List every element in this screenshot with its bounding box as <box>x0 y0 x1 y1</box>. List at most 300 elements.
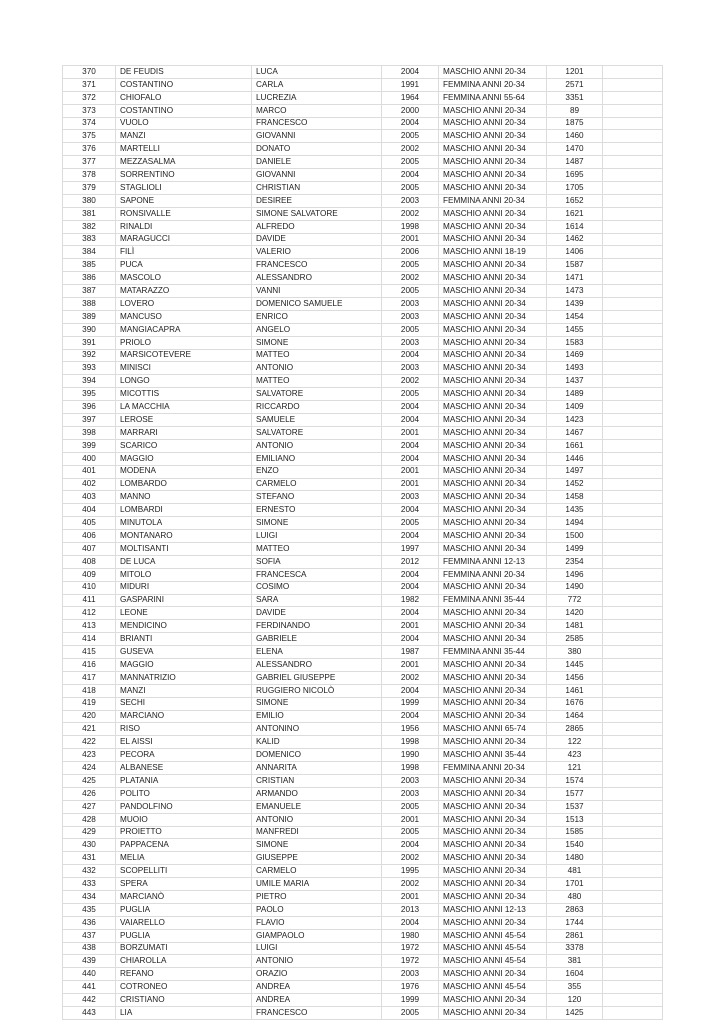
first-name-cell: FLAVIO <box>252 916 382 929</box>
birth-year-cell: 2002 <box>382 272 439 285</box>
category-cell: MASCHIO ANNI 45-54 <box>439 981 547 994</box>
first-name-cell: ELENA <box>252 646 382 659</box>
category-cell: MASCHIO ANNI 20-34 <box>439 607 547 620</box>
table-row <box>63 891 663 904</box>
category-cell: MASCHIO ANNI 20-34 <box>439 530 547 543</box>
last-name-cell: LEONE <box>116 607 252 620</box>
category-cell: MASCHIO ANNI 20-34 <box>439 620 547 633</box>
time-value-cell: 1604 <box>547 968 603 981</box>
empty-cell <box>603 156 663 169</box>
time-value-cell: 380 <box>547 646 603 659</box>
table-row <box>63 671 663 684</box>
first-name-cell: LUIGI <box>252 942 382 955</box>
last-name-cell: VUOLO <box>116 117 252 130</box>
last-name-cell: BORZUMATI <box>116 942 252 955</box>
position-number-cell: 417 <box>63 671 116 684</box>
last-name-cell: ALBANESE <box>116 762 252 775</box>
empty-cell <box>603 555 663 568</box>
last-name-cell: MANZI <box>116 130 252 143</box>
birth-year-cell: 2005 <box>382 285 439 298</box>
empty-cell <box>603 259 663 272</box>
table-row <box>63 517 663 530</box>
birth-year-cell: 2004 <box>382 439 439 452</box>
empty-cell <box>603 813 663 826</box>
time-value-cell: 1497 <box>547 465 603 478</box>
category-cell: MASCHIO ANNI 20-34 <box>439 388 547 401</box>
time-value-cell: 1493 <box>547 362 603 375</box>
empty-cell <box>603 169 663 182</box>
last-name-cell: LOMBARDI <box>116 504 252 517</box>
last-name-cell: REFANO <box>116 968 252 981</box>
category-cell: MASCHIO ANNI 20-34 <box>439 813 547 826</box>
birth-year-cell: 2005 <box>382 388 439 401</box>
category-cell: MASCHIO ANNI 20-34 <box>439 697 547 710</box>
empty-cell <box>603 207 663 220</box>
category-cell: MASCHIO ANNI 20-34 <box>439 465 547 478</box>
empty-cell <box>603 323 663 336</box>
last-name-cell: DE LUCA <box>116 555 252 568</box>
table-row <box>63 594 663 607</box>
first-name-cell: GIAMPAOLO <box>252 929 382 942</box>
last-name-cell: MICOTTIS <box>116 388 252 401</box>
position-number-cell: 379 <box>63 182 116 195</box>
last-name-cell: COSTANTINO <box>116 78 252 91</box>
first-name-cell: CRISTIAN <box>252 774 382 787</box>
birth-year-cell: 2003 <box>382 968 439 981</box>
category-cell: MASCHIO ANNI 20-34 <box>439 259 547 272</box>
time-value-cell: 1585 <box>547 826 603 839</box>
table-row <box>63 194 663 207</box>
birth-year-cell: 2002 <box>382 207 439 220</box>
empty-cell <box>603 568 663 581</box>
last-name-cell: MENDICINO <box>116 620 252 633</box>
time-value-cell: 1423 <box>547 414 603 427</box>
empty-cell <box>603 968 663 981</box>
category-cell: MASCHIO ANNI 20-34 <box>439 285 547 298</box>
category-cell: MASCHIO ANNI 20-34 <box>439 66 547 79</box>
time-value-cell: 1446 <box>547 452 603 465</box>
table-row <box>63 104 663 117</box>
empty-cell <box>603 233 663 246</box>
first-name-cell: SOFIA <box>252 555 382 568</box>
table-row <box>63 259 663 272</box>
category-cell: FEMMINA ANNI 20-34 <box>439 762 547 775</box>
table-row <box>63 246 663 259</box>
time-value-cell: 1577 <box>547 787 603 800</box>
first-name-cell: VANNI <box>252 285 382 298</box>
category-cell: MASCHIO ANNI 20-34 <box>439 349 547 362</box>
empty-cell <box>603 581 663 594</box>
first-name-cell: SIMONE SALVATORE <box>252 207 382 220</box>
last-name-cell: PUGLIA <box>116 903 252 916</box>
first-name-cell: PIETRO <box>252 891 382 904</box>
category-cell: MASCHIO ANNI 20-34 <box>439 839 547 852</box>
position-number-cell: 380 <box>63 194 116 207</box>
first-name-cell: GIOVANNI <box>252 169 382 182</box>
time-value-cell: 1469 <box>547 349 603 362</box>
position-number-cell: 400 <box>63 452 116 465</box>
time-value-cell: 1467 <box>547 426 603 439</box>
birth-year-cell: 2002 <box>382 143 439 156</box>
empty-cell <box>603 78 663 91</box>
first-name-cell: ANGELO <box>252 323 382 336</box>
empty-cell <box>603 736 663 749</box>
last-name-cell: GASPARINI <box>116 594 252 607</box>
last-name-cell: PECORA <box>116 749 252 762</box>
empty-cell <box>603 478 663 491</box>
category-cell: MASCHIO ANNI 20-34 <box>439 117 547 130</box>
category-cell: MASCHIO ANNI 20-34 <box>439 684 547 697</box>
last-name-cell: GUSEVA <box>116 646 252 659</box>
category-cell: MASCHIO ANNI 45-54 <box>439 942 547 955</box>
first-name-cell: LUCA <box>252 66 382 79</box>
empty-cell <box>603 285 663 298</box>
first-name-cell: ARMANDO <box>252 787 382 800</box>
first-name-cell: DOMENICO SAMUELE <box>252 298 382 311</box>
empty-cell <box>603 426 663 439</box>
category-cell: MASCHIO ANNI 20-34 <box>439 362 547 375</box>
position-number-cell: 373 <box>63 104 116 117</box>
time-value-cell: 1481 <box>547 620 603 633</box>
first-name-cell: EMANUELE <box>252 800 382 813</box>
first-name-cell: LUIGI <box>252 530 382 543</box>
last-name-cell: SAPONE <box>116 194 252 207</box>
last-name-cell: PLATANIA <box>116 774 252 787</box>
time-value-cell: 1494 <box>547 517 603 530</box>
birth-year-cell: 2004 <box>382 504 439 517</box>
last-name-cell: FILÌ <box>116 246 252 259</box>
birth-year-cell: 2004 <box>382 169 439 182</box>
last-name-cell: SECHI <box>116 697 252 710</box>
last-name-cell: MARAGUCCI <box>116 233 252 246</box>
category-cell: MASCHIO ANNI 20-34 <box>439 517 547 530</box>
table-row <box>63 169 663 182</box>
birth-year-cell: 2004 <box>382 916 439 929</box>
birth-year-cell: 2012 <box>382 555 439 568</box>
table-row <box>63 207 663 220</box>
first-name-cell: COSIMO <box>252 581 382 594</box>
empty-cell <box>603 194 663 207</box>
first-name-cell: MATTEO <box>252 349 382 362</box>
table-row <box>63 233 663 246</box>
table-row <box>63 581 663 594</box>
empty-cell <box>603 839 663 852</box>
table-row <box>63 749 663 762</box>
birth-year-cell: 2003 <box>382 491 439 504</box>
last-name-cell: VAIARELLO <box>116 916 252 929</box>
table-row <box>63 800 663 813</box>
category-cell: MASCHIO ANNI 20-34 <box>439 478 547 491</box>
position-number-cell: 406 <box>63 530 116 543</box>
table-row <box>63 903 663 916</box>
birth-year-cell: 2006 <box>382 246 439 259</box>
time-value-cell: 121 <box>547 762 603 775</box>
empty-cell <box>603 130 663 143</box>
position-number-cell: 419 <box>63 697 116 710</box>
birth-year-cell: 1999 <box>382 994 439 1007</box>
table-row <box>63 568 663 581</box>
category-cell: MASCHIO ANNI 20-34 <box>439 182 547 195</box>
birth-year-cell: 2004 <box>382 568 439 581</box>
birth-year-cell: 2004 <box>382 414 439 427</box>
time-value-cell: 1471 <box>547 272 603 285</box>
time-value-cell: 1425 <box>547 1007 603 1020</box>
empty-cell <box>603 117 663 130</box>
position-number-cell: 437 <box>63 929 116 942</box>
position-number-cell: 402 <box>63 478 116 491</box>
time-value-cell: 2865 <box>547 723 603 736</box>
birth-year-cell: 2004 <box>382 607 439 620</box>
first-name-cell: ANDREA <box>252 994 382 1007</box>
last-name-cell: LEROSE <box>116 414 252 427</box>
time-value-cell: 1540 <box>547 839 603 852</box>
last-name-cell: STAGLIOLI <box>116 182 252 195</box>
first-name-cell: ANDREA <box>252 981 382 994</box>
position-number-cell: 413 <box>63 620 116 633</box>
last-name-cell: MATARAZZO <box>116 285 252 298</box>
table-row <box>63 272 663 285</box>
birth-year-cell: 1972 <box>382 942 439 955</box>
time-value-cell: 2863 <box>547 903 603 916</box>
last-name-cell: CHIOFALO <box>116 91 252 104</box>
first-name-cell: MARCO <box>252 104 382 117</box>
position-number-cell: 422 <box>63 736 116 749</box>
first-name-cell: ALFREDO <box>252 220 382 233</box>
time-value-cell: 1513 <box>547 813 603 826</box>
table-row <box>63 504 663 517</box>
birth-year-cell: 2004 <box>382 684 439 697</box>
time-value-cell: 1490 <box>547 581 603 594</box>
time-value-cell: 1744 <box>547 916 603 929</box>
time-value-cell: 1452 <box>547 478 603 491</box>
empty-cell <box>603 800 663 813</box>
position-number-cell: 426 <box>63 787 116 800</box>
first-name-cell: FERDINANDO <box>252 620 382 633</box>
empty-cell <box>603 723 663 736</box>
category-cell: MASCHIO ANNI 20-34 <box>439 878 547 891</box>
table-row <box>63 929 663 942</box>
category-cell: FEMMINA ANNI 35-44 <box>439 594 547 607</box>
position-number-cell: 421 <box>63 723 116 736</box>
first-name-cell: CHRISTIAN <box>252 182 382 195</box>
last-name-cell: COTRONEO <box>116 981 252 994</box>
category-cell: MASCHIO ANNI 20-34 <box>439 439 547 452</box>
last-name-cell: MINUTOLA <box>116 517 252 530</box>
category-cell: MASCHIO ANNI 20-34 <box>439 1007 547 1020</box>
last-name-cell: DE FEUDIS <box>116 66 252 79</box>
last-name-cell: MANZI <box>116 684 252 697</box>
empty-cell <box>603 517 663 530</box>
first-name-cell: EMILIANO <box>252 452 382 465</box>
first-name-cell: CARMELO <box>252 478 382 491</box>
position-number-cell: 377 <box>63 156 116 169</box>
table-row <box>63 916 663 929</box>
table-row <box>63 942 663 955</box>
empty-cell <box>603 272 663 285</box>
first-name-cell: SALVATORE <box>252 426 382 439</box>
category-cell: MASCHIO ANNI 20-34 <box>439 968 547 981</box>
empty-cell <box>603 955 663 968</box>
category-cell: MASCHIO ANNI 20-34 <box>439 581 547 594</box>
empty-cell <box>603 684 663 697</box>
birth-year-cell: 1999 <box>382 697 439 710</box>
position-number-cell: 423 <box>63 749 116 762</box>
table-row <box>63 1007 663 1020</box>
table-row <box>63 620 663 633</box>
time-value-cell: 1437 <box>547 375 603 388</box>
table-row <box>63 813 663 826</box>
table-row <box>63 955 663 968</box>
time-value-cell: 1454 <box>547 310 603 323</box>
table-row <box>63 736 663 749</box>
time-value-cell: 1652 <box>547 194 603 207</box>
birth-year-cell: 2004 <box>382 452 439 465</box>
table-row <box>63 774 663 787</box>
category-cell: MASCHIO ANNI 20-34 <box>439 272 547 285</box>
first-name-cell: MATTEO <box>252 375 382 388</box>
position-number-cell: 431 <box>63 852 116 865</box>
birth-year-cell: 1998 <box>382 762 439 775</box>
last-name-cell: LOVERO <box>116 298 252 311</box>
category-cell: MASCHIO ANNI 20-34 <box>439 504 547 517</box>
category-cell: MASCHIO ANNI 20-34 <box>439 826 547 839</box>
first-name-cell: UMILE MARIA <box>252 878 382 891</box>
last-name-cell: MASCOLO <box>116 272 252 285</box>
table-row <box>63 375 663 388</box>
table-row <box>63 555 663 568</box>
position-number-cell: 392 <box>63 349 116 362</box>
birth-year-cell: 2004 <box>382 349 439 362</box>
table-row <box>63 78 663 91</box>
empty-cell <box>603 749 663 762</box>
first-name-cell: DONATO <box>252 143 382 156</box>
first-name-cell: ERNESTO <box>252 504 382 517</box>
first-name-cell: MANFREDI <box>252 826 382 839</box>
position-number-cell: 405 <box>63 517 116 530</box>
last-name-cell: MODENA <box>116 465 252 478</box>
category-cell: MASCHIO ANNI 20-34 <box>439 800 547 813</box>
empty-cell <box>603 66 663 79</box>
birth-year-cell: 2004 <box>382 66 439 79</box>
first-name-cell: RICCARDO <box>252 401 382 414</box>
first-name-cell: KALID <box>252 736 382 749</box>
position-number-cell: 391 <box>63 336 116 349</box>
last-name-cell: EL AISSI <box>116 736 252 749</box>
last-name-cell: MOLTISANTI <box>116 542 252 555</box>
first-name-cell: STEFANO <box>252 491 382 504</box>
birth-year-cell: 1997 <box>382 542 439 555</box>
category-cell: MASCHIO ANNI 20-34 <box>439 143 547 156</box>
birth-year-cell: 2005 <box>382 259 439 272</box>
empty-cell <box>603 697 663 710</box>
position-number-cell: 378 <box>63 169 116 182</box>
first-name-cell: GABRIEL GIUSEPPE <box>252 671 382 684</box>
category-cell: MASCHIO ANNI 20-34 <box>439 401 547 414</box>
last-name-cell: PAPPACENA <box>116 839 252 852</box>
empty-cell <box>603 594 663 607</box>
time-value-cell: 1500 <box>547 530 603 543</box>
time-value-cell: 381 <box>547 955 603 968</box>
position-number-cell: 394 <box>63 375 116 388</box>
category-cell: MASCHIO ANNI 35-44 <box>439 749 547 762</box>
time-value-cell: 1487 <box>547 156 603 169</box>
category-cell: MASCHIO ANNI 20-34 <box>439 542 547 555</box>
category-cell: FEMMINA ANNI 20-34 <box>439 78 547 91</box>
last-name-cell: PRIOLO <box>116 336 252 349</box>
category-cell: MASCHIO ANNI 20-34 <box>439 220 547 233</box>
time-value-cell: 2571 <box>547 78 603 91</box>
table-row <box>63 143 663 156</box>
first-name-cell: DAVIDE <box>252 233 382 246</box>
position-number-cell: 425 <box>63 774 116 787</box>
birth-year-cell: 2005 <box>382 156 439 169</box>
table-row <box>63 994 663 1007</box>
first-name-cell: CARMELO <box>252 865 382 878</box>
table-row <box>63 323 663 336</box>
category-cell: MASCHIO ANNI 20-34 <box>439 426 547 439</box>
position-number-cell: 427 <box>63 800 116 813</box>
empty-cell <box>603 646 663 659</box>
last-name-cell: MARSICOTEVERE <box>116 349 252 362</box>
birth-year-cell: 1998 <box>382 736 439 749</box>
position-number-cell: 374 <box>63 117 116 130</box>
birth-year-cell: 2005 <box>382 1007 439 1020</box>
time-value-cell: 1464 <box>547 710 603 723</box>
time-value-cell: 1420 <box>547 607 603 620</box>
position-number-cell: 375 <box>63 130 116 143</box>
last-name-cell: PUGLIA <box>116 929 252 942</box>
first-name-cell: SAMUELE <box>252 414 382 427</box>
last-name-cell: BRIANTI <box>116 633 252 646</box>
last-name-cell: LIA <box>116 1007 252 1020</box>
table-row <box>63 66 663 79</box>
first-name-cell: ANTONIO <box>252 439 382 452</box>
last-name-cell: MINISCI <box>116 362 252 375</box>
empty-cell <box>603 143 663 156</box>
table-row <box>63 298 663 311</box>
time-value-cell: 355 <box>547 981 603 994</box>
empty-cell <box>603 298 663 311</box>
time-value-cell: 1587 <box>547 259 603 272</box>
category-cell: MASCHIO ANNI 20-34 <box>439 852 547 865</box>
position-number-cell: 398 <box>63 426 116 439</box>
birth-year-cell: 2003 <box>382 310 439 323</box>
position-number-cell: 424 <box>63 762 116 775</box>
empty-cell <box>603 439 663 452</box>
time-value-cell: 1875 <box>547 117 603 130</box>
last-name-cell: PUCA <box>116 259 252 272</box>
table-row <box>63 465 663 478</box>
table-row <box>63 414 663 427</box>
time-value-cell: 1499 <box>547 542 603 555</box>
time-value-cell: 1462 <box>547 233 603 246</box>
time-value-cell: 772 <box>547 594 603 607</box>
table-row <box>63 968 663 981</box>
category-cell: MASCHIO ANNI 45-54 <box>439 955 547 968</box>
empty-cell <box>603 491 663 504</box>
first-name-cell: SALVATORE <box>252 388 382 401</box>
time-value-cell: 122 <box>547 736 603 749</box>
empty-cell <box>603 504 663 517</box>
birth-year-cell: 1998 <box>382 220 439 233</box>
first-name-cell: EMILIO <box>252 710 382 723</box>
first-name-cell: MATTEO <box>252 542 382 555</box>
birth-year-cell: 2003 <box>382 362 439 375</box>
first-name-cell: CARLA <box>252 78 382 91</box>
last-name-cell: MEZZASALMA <box>116 156 252 169</box>
time-value-cell: 1473 <box>547 285 603 298</box>
table-row <box>63 388 663 401</box>
